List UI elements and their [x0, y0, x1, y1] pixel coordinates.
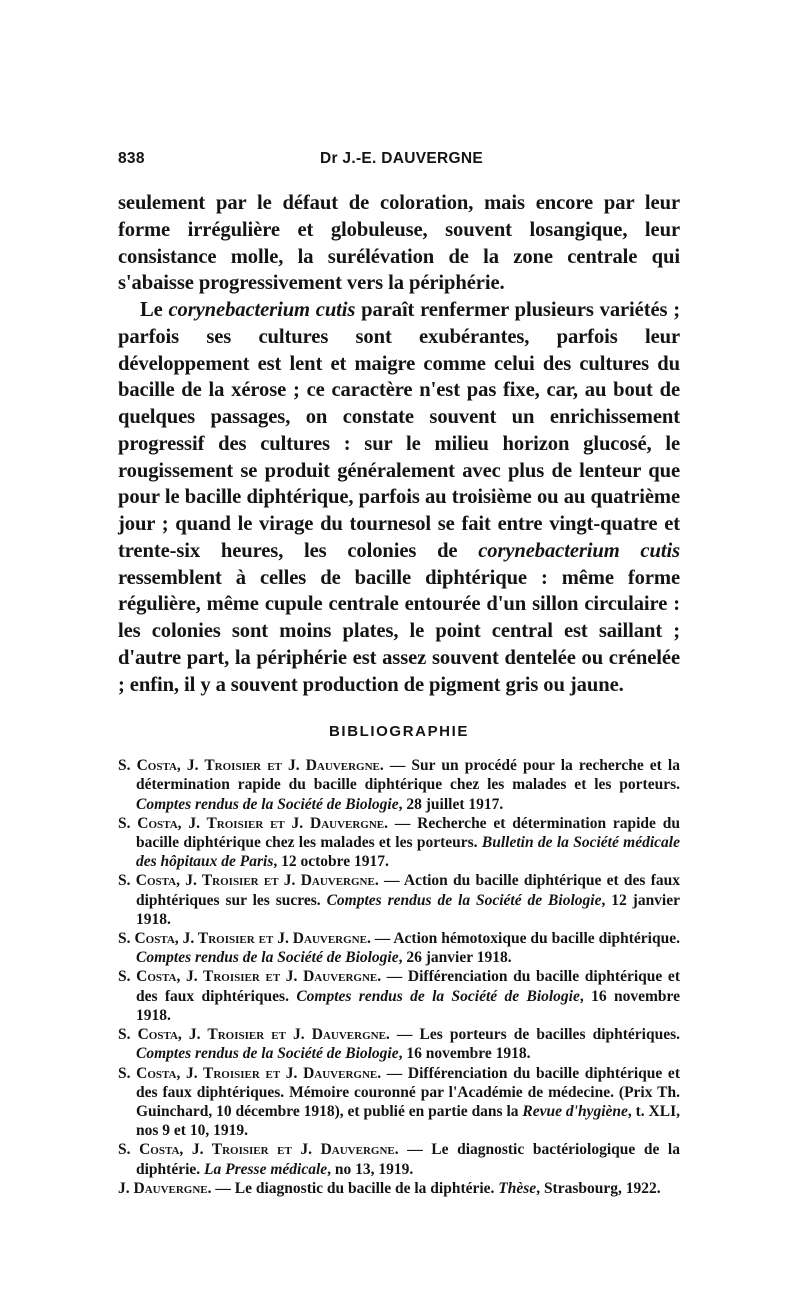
reference-source: Revue d'hygiène	[522, 1102, 628, 1120]
paragraph-2	[118, 297, 680, 698]
reference-authors: S. Costa, J. Troisier et J. Dauvergne.	[118, 872, 379, 890]
reference-source: La Presse médicale	[204, 1160, 328, 1178]
reference-tail: , 16 novembre 1918.	[398, 1045, 531, 1063]
page-number: 838	[118, 150, 145, 167]
bibliography-list	[118, 756, 680, 1198]
reference-item	[118, 1140, 680, 1178]
document-page	[118, 150, 680, 1198]
reference-text: — Les porteurs de bacilles diphtériques.	[389, 1026, 680, 1044]
reference-text: — Le diagnostic du bacille de la diphtérie.	[211, 1179, 499, 1197]
reference-text: — Le diagnostic bactériologique de la diphtérie.	[136, 1141, 680, 1178]
paragraph-2-part-a: Le	[140, 299, 169, 321]
reference-source: Comptes rendus de la Société de Biologie	[136, 795, 399, 813]
reference-item	[118, 871, 680, 929]
bibliography-title: BIBLIOGRAPHIE	[329, 723, 469, 741]
reference-authors: J. Dauvergne.	[118, 1179, 212, 1197]
reference-tail: , 12 octobre 1917.	[273, 853, 389, 871]
reference-authors: S. Costa, J. Troisier et J. Dauvergne.	[118, 1064, 382, 1082]
reference-source: Thèse	[498, 1179, 537, 1197]
reference-item	[118, 967, 680, 1025]
reference-item	[118, 1025, 680, 1063]
reference-tail: , t. XLI, nos 9 et 10, 1919.	[136, 1102, 681, 1140]
reference-text: — Recherche et détermination rapide du bacille diphtérique chez les malades et les porteurs.	[136, 814, 680, 852]
paragraph-2-part-c: paraît renfermer plusieurs variétés ; parfois ses cultures sont exubérantes, parfois leur développement est lent et maigre comme celui des cultures du bacille de la xérose ; ce caractère n'est pas fixe, car, au bout de quelques passages, on constate souvent un enrichissement progressif des cultures : sur le milieu horizon glucosé, le rougissement se produit généralement avec plus de lenteur que pour le bacille diphtérique, parfois au troisième ou au quatrième jour ; quand le virage du tournesol se fait entre vingt-quatre et trente-six heures, les colonies de	[118, 299, 680, 562]
reference-source: Comptes rendus de la Société de Biologie	[136, 949, 399, 967]
reference-item	[118, 814, 680, 872]
reference-item	[118, 1179, 680, 1198]
running-header	[118, 150, 680, 190]
reference-authors: S. Costa, J. Troisier et J. Dauvergne.	[118, 814, 389, 832]
reference-authors: S. Costa, J. Troisier et J. Dauvergne.	[118, 757, 384, 775]
reference-tail: , 12 janvier 1918.	[136, 891, 681, 928]
running-title: Dr J.-E. DAUVERGNE	[320, 150, 484, 167]
reference-tail: , Strasbourg, 1922.	[536, 1179, 661, 1197]
reference-text: — Différenciation du bacille diphtérique et des faux diphtériques. Mémoire couronné par l'Académie de médecine. (Prix Th. Guinchard, 10 décembre 1918), et publié en partie dans la	[136, 1064, 680, 1120]
paragraph-2-part-e: ressemblent à celles de bacille diphtérique : même forme régulière, même cupule centrale entourée d'un sillon circulaire : les colonies sont moins plates, le point central est saillant ; d'autre part, la périphérie est assez souvent dentelée ou crénelée ; enfin, il y a souvent production de pigment gris ou jaune.	[118, 566, 680, 696]
reference-item	[118, 1064, 680, 1141]
reference-authors: S. Costa, J. Troisier et J. Dauvergne.	[118, 930, 371, 948]
reference-text: — Sur un procédé pour la recherche et la détermination rapide du bacille diphtérique chez les malades et les porteurs.	[136, 757, 680, 794]
reference-source: Comptes rendus de la Société de Biologie	[326, 891, 602, 909]
reference-authors: S. Costa, J. Troisier et J. Dauvergne.	[118, 1141, 399, 1159]
reference-authors: S. Costa, J. Troisier et J. Dauvergne.	[118, 1026, 390, 1044]
reference-item	[118, 756, 680, 814]
reference-text: — Action du bacille diphtérique et des faux diphtériques sur les sucres.	[136, 872, 680, 909]
reference-item	[118, 929, 680, 967]
reference-text: — Action hémotoxique du bacille diphtérique.	[370, 930, 680, 948]
reference-text: — Différenciation du bacille diphtérique et des faux diphtériques.	[136, 968, 680, 1005]
reference-source: Comptes rendus de la Société de Biologie	[136, 1045, 399, 1063]
body-text	[118, 190, 680, 698]
species-name: corynebacterium cutis	[168, 299, 356, 321]
species-name: corynebacterium cutis	[478, 539, 680, 562]
reference-source: Comptes rendus de la Société de Biologie	[296, 987, 580, 1005]
reference-tail: , 26 janvier 1918.	[398, 949, 512, 967]
reference-tail: , 28 juillet 1917.	[398, 795, 504, 813]
reference-tail: , no 13, 1919.	[327, 1160, 414, 1178]
reference-tail: , 16 novembre 1918.	[136, 987, 680, 1024]
reference-authors: S. Costa, J. Troisier et J. Dauvergne.	[118, 968, 382, 986]
reference-source: Bulletin de la Société médicale des hôpitaux de Paris	[136, 834, 680, 871]
paragraph-1: seulement par le défaut de coloration, mais encore par leur forme irrégulière et globuleuse, souvent losangique, leur consistance molle, la surélévation de la zone centrale qui s'abaisse progressivement vers la périphérie.	[118, 192, 680, 295]
